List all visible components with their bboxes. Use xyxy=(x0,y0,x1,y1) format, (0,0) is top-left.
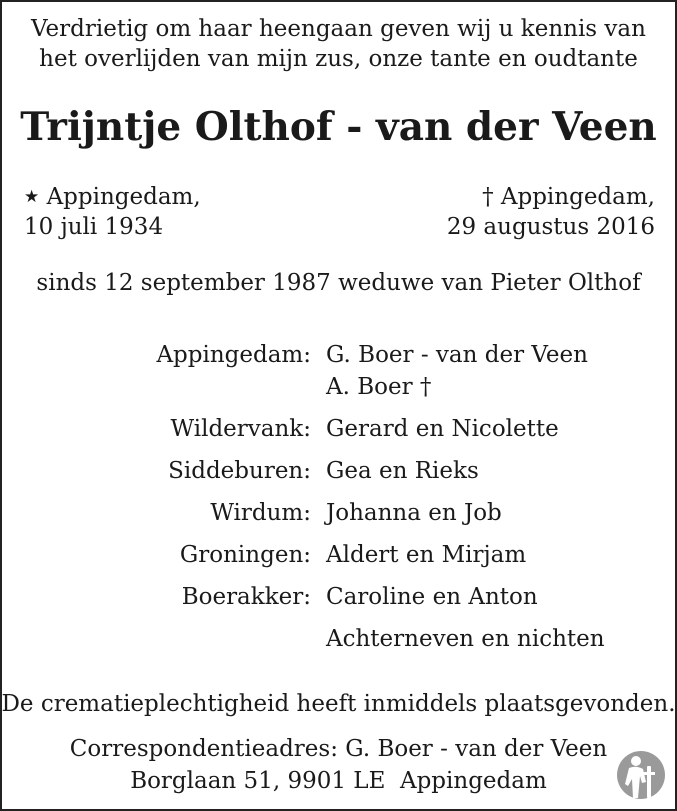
intro-line-1: Verdrietig om haar heengaan geven wij u kennis van xyxy=(31,16,646,42)
family-row xyxy=(0,340,677,370)
family-row xyxy=(0,540,677,570)
family-names: Caroline en Anton xyxy=(326,584,538,610)
family-place: Wirdum: xyxy=(210,500,311,526)
cross-icon: † xyxy=(482,184,494,210)
correspondence-address xyxy=(0,733,677,797)
family-place: Siddeburen: xyxy=(168,458,311,484)
family-place: Boerakker: xyxy=(181,584,311,610)
death-date: 29 augustus 2016 xyxy=(446,214,655,240)
family-names: G. Boer - van der Veen xyxy=(326,342,588,368)
intro-line-2: het overlijden van mijn zus, onze tante en oudtante xyxy=(39,46,638,72)
cremation-text: De crematieplechtigheid heeft inmiddels plaatsgevonden. xyxy=(1,691,676,717)
family-row xyxy=(0,624,677,654)
deceased-name: Trijntje Olthof - van der Veen xyxy=(20,104,657,150)
family-row xyxy=(0,498,677,528)
family-names: Achterneven en nichten xyxy=(326,626,605,652)
family-place: Wildervank: xyxy=(170,416,311,442)
family-place: Groningen: xyxy=(179,542,311,568)
family-names: Johanna en Job xyxy=(326,500,502,526)
birth-info xyxy=(24,182,201,242)
death-place: Appingedam, xyxy=(500,184,655,210)
family-place: Appingedam: xyxy=(156,342,311,368)
death-info xyxy=(447,182,655,242)
family-row xyxy=(0,582,677,612)
family-names: A. Boer † xyxy=(326,374,432,400)
family-row xyxy=(0,414,677,444)
correspondence-line-1: Correspondentieadres: G. Boer - van der Veen xyxy=(69,736,608,762)
mourning-figure-icon xyxy=(616,746,666,800)
family-row xyxy=(0,372,677,402)
family-row xyxy=(0,456,677,486)
intro-text xyxy=(0,14,677,74)
family-names: Aldert en Mirjam xyxy=(326,542,527,568)
star-icon: ★ xyxy=(24,187,40,207)
birth-date: 10 juli 1934 xyxy=(24,214,164,240)
family-names: Gerard en Nicolette xyxy=(326,416,559,442)
correspondence-line-2: Borglaan 51, 9901 LE Appingedam xyxy=(130,768,547,794)
birth-place: Appingedam, xyxy=(46,184,201,210)
widow-text: sinds 12 september 1987 weduwe van Pieter Olthof xyxy=(36,270,641,296)
family-names: Gea en Rieks xyxy=(326,458,479,484)
